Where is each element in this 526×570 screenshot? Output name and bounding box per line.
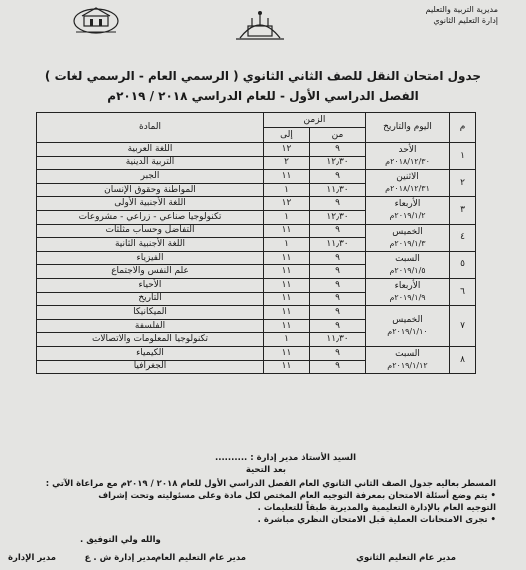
time-from: ٩ [310, 170, 366, 184]
signature-3: مدير عام التعليم العام [154, 553, 246, 563]
schedule-body [37, 143, 476, 374]
time-from: ٩ [310, 346, 366, 360]
ministry-header [368, 4, 498, 26]
time-to: ١١ [264, 360, 310, 374]
note-body-4: • تجرى الامتحانات العملية قبل الامتحان النظري مباشرة . [257, 515, 496, 525]
subject-name: الفيزياء [37, 251, 264, 265]
time-from: ٩ [310, 265, 366, 279]
ministry-line-1: مديرية التربية والتعليم [425, 5, 498, 14]
subject-name: علم النفس والاجتماع [37, 265, 264, 279]
subject-name: اللغة العربية [37, 143, 264, 157]
exam-date: ٢٠١٩/١/٣م [389, 238, 426, 248]
time-from: ٩ [310, 319, 366, 333]
note-body-3: التوجيه العام بالإدارة التعليمية والمديرية طبقاً للتعليمات . [257, 503, 496, 513]
subject-name: الكيمياء [37, 346, 264, 360]
page-subtitle: الفصل الدراسي الأول - للعام الدراسي ٢٠١٨ / ٢٠١٩م [107, 89, 419, 103]
subject-name: الميكانيكا [37, 306, 264, 320]
time-to: ١ [264, 333, 310, 347]
day-name: الخميس [392, 315, 423, 326]
col-header-to: إلى [264, 128, 310, 143]
day-name: السبت [395, 253, 420, 264]
addressee-line: السيد الأستاذ مدير إدارة : .......... [215, 453, 356, 463]
row-index: ٤ [450, 224, 476, 251]
ministry-line-2: إدارة التعليم الثانوي [433, 16, 498, 25]
time-to: ١٢ [264, 197, 310, 211]
table-row [37, 251, 476, 265]
education-logo-icon [70, 4, 122, 38]
table-row [37, 346, 476, 360]
time-from: ٩ [310, 251, 366, 265]
col-header-time: الزمن [264, 113, 366, 128]
row-index: ٨ [450, 346, 476, 373]
row-index: ٥ [450, 251, 476, 278]
time-to: ١١ [264, 278, 310, 292]
subject-name: تكنولوجيا صناعي - زراعي - مشروعات [37, 210, 264, 224]
time-from: ١٢٫٣٠ [310, 210, 366, 224]
day-date-cell [366, 346, 450, 373]
time-to: ١١ [264, 170, 310, 184]
subject-name: الأحياء [37, 278, 264, 292]
day-date-cell [366, 306, 450, 347]
day-date-cell [366, 224, 450, 251]
day-name: الأربعاء [394, 281, 421, 292]
subject-name: تكنولوجيا المعلومات والاتصالات [37, 333, 264, 347]
page-title: جدول امتحان النقل للصف الثاني الثانوي ( الرسمي العام - الرسمي لغات ) [44, 69, 482, 83]
table-row [37, 278, 476, 292]
table-row [37, 170, 476, 184]
row-index: ٣ [450, 197, 476, 224]
time-to: ١٢ [264, 143, 310, 157]
table-row [37, 306, 476, 320]
subject-name: الفلسفة [37, 319, 264, 333]
note-body-1: المسطر بعاليه جدول الصف الثاني الثانوي العام الفصل الدراسي الأول للعام ٢٠١٨ / ٢٠١٩م مع مراعاة الآتي : [45, 479, 496, 489]
exam-date: ٢٠١٩/١/١٢م [387, 361, 428, 370]
day-name: الأحد [398, 145, 417, 156]
time-from: ٩ [310, 197, 366, 211]
day-name: الخميس [392, 226, 423, 237]
note-body-2: • يتم وضع أسئلة الامتحان بمعرفة التوجيه العام المختص لكل مادة وعلى مسئوليته وتحت إشراف [98, 491, 496, 501]
time-to: ١١ [264, 319, 310, 333]
exam-date: ٢٠١٩/١/٥م [389, 265, 426, 275]
time-to: ١ [264, 238, 310, 252]
exam-date: ٢٠١٩/١/٩م [389, 293, 426, 303]
subject-name: التربية الدينية [37, 156, 264, 170]
col-header-index: م [450, 113, 476, 143]
time-to: ١١ [264, 292, 310, 306]
time-from: ١١٫٣٠ [310, 333, 366, 347]
row-index: ٦ [450, 278, 476, 305]
signature-2: مدير إدارة ش . ع [84, 553, 156, 563]
subject-name: اللغة الأجنبية الثانية [37, 238, 264, 252]
row-index: ١ [450, 143, 476, 170]
time-to: ١١ [264, 346, 310, 360]
time-from: ٩ [310, 292, 366, 306]
exam-schedule-table [36, 112, 476, 374]
time-from: ٩ [310, 143, 366, 157]
col-header-from: من [310, 128, 366, 143]
day-date-cell [366, 278, 450, 305]
time-to: ١ [264, 183, 310, 197]
day-name: السبت [395, 349, 420, 359]
exam-date: ٢٠١٩/١/١٠م [387, 327, 428, 337]
signature-1: مدير الإدارة [7, 553, 56, 563]
greeting: بعد التحية [245, 465, 286, 475]
table-row [37, 224, 476, 238]
closing-line: والله ولي التوفيق . [80, 535, 161, 545]
table-row [37, 197, 476, 211]
day-name: الأربعاء [394, 199, 421, 210]
time-from: ٩ [310, 360, 366, 374]
time-to: ٢ [264, 156, 310, 170]
exam-date: ٢٠١٨/١٢/٣١م [385, 184, 430, 194]
exam-date: ٢٠١٩/١/٢م [389, 211, 426, 221]
time-from: ١١٫٣٠ [310, 238, 366, 252]
time-from: ١١٫٣٠ [310, 183, 366, 197]
time-from: ٩ [310, 306, 366, 320]
time-to: ١١ [264, 251, 310, 265]
ministry-emblem-icon [230, 8, 290, 42]
day-date-cell [366, 170, 450, 197]
subject-name: المواطنة وحقوق الإنسان [37, 183, 264, 197]
time-to: ١١ [264, 265, 310, 279]
col-header-subject: المادة [37, 113, 264, 143]
subject-name: الجغرافيا [37, 360, 264, 374]
time-from: ١٢٫٣٠ [310, 156, 366, 170]
exam-date: ٢٠١٨/١٢/٣٠م [385, 157, 430, 167]
subject-name: التاريخ [37, 292, 264, 306]
day-name: الاثنين [396, 172, 419, 183]
subject-name: التفاضل وحساب مثلثات [37, 224, 264, 238]
signature-row [0, 553, 526, 570]
signature-4: مدير عام التعليم الثانوي [356, 553, 456, 563]
time-to: ١١ [264, 224, 310, 238]
day-date-cell [366, 143, 450, 170]
time-to: ١ [264, 210, 310, 224]
row-index: ٢ [450, 170, 476, 197]
subject-name: الجبر [37, 170, 264, 184]
col-header-day: اليوم والتاريخ [366, 113, 450, 143]
subject-name: اللغة الأجنبية الأولى [37, 197, 264, 211]
day-date-cell [366, 251, 450, 278]
time-from: ٩ [310, 224, 366, 238]
table-row [37, 143, 476, 157]
time-to: ١١ [264, 306, 310, 320]
day-date-cell [366, 197, 450, 224]
row-index: ٧ [450, 306, 476, 347]
time-from: ٩ [310, 278, 366, 292]
